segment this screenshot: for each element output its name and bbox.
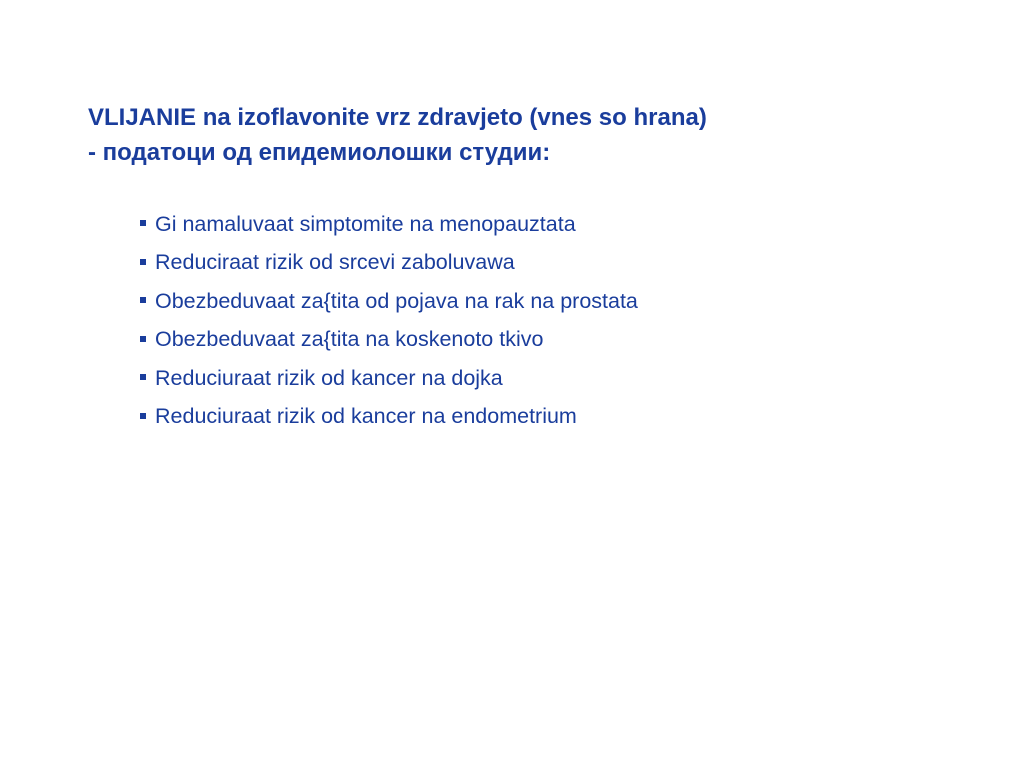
- square-bullet-icon: [140, 374, 146, 380]
- square-bullet-icon: [140, 336, 146, 342]
- square-bullet-icon: [140, 220, 146, 226]
- bullet-item: [140, 282, 638, 321]
- bullet-item: [140, 321, 638, 360]
- bullet-list: [140, 205, 638, 436]
- square-bullet-icon: [140, 413, 146, 419]
- title-line-2: - податоци од епидемиолошки студии:: [88, 139, 551, 166]
- square-bullet-icon: [140, 297, 146, 303]
- bullet-item: [140, 205, 638, 244]
- bullet-text: Gi namaluvaat simptomite na menopauztata: [155, 211, 576, 236]
- bullet-text: Reduciraat rizik od srcevi zaboluvawa: [155, 250, 515, 275]
- title-line-1: VLIJANIE na izoflavonite vrz zdravjeto (vnes so hrana): [88, 104, 707, 131]
- bullet-text: Obezbeduvaat za{tita na koskenoto tkivo: [155, 327, 544, 352]
- square-bullet-icon: [140, 259, 146, 265]
- bullet-text: Obezbeduvaat za{tita od pojava na rak na prostata: [155, 288, 638, 313]
- bullet-item: [140, 244, 638, 283]
- bullet-text: Reduciuraat rizik od kancer na endometrium: [155, 404, 577, 429]
- slide-title: [88, 100, 707, 170]
- bullet-item: [140, 398, 638, 437]
- bullet-item: [140, 359, 638, 398]
- bullet-text: Reduciuraat rizik od kancer na dojka: [155, 365, 503, 390]
